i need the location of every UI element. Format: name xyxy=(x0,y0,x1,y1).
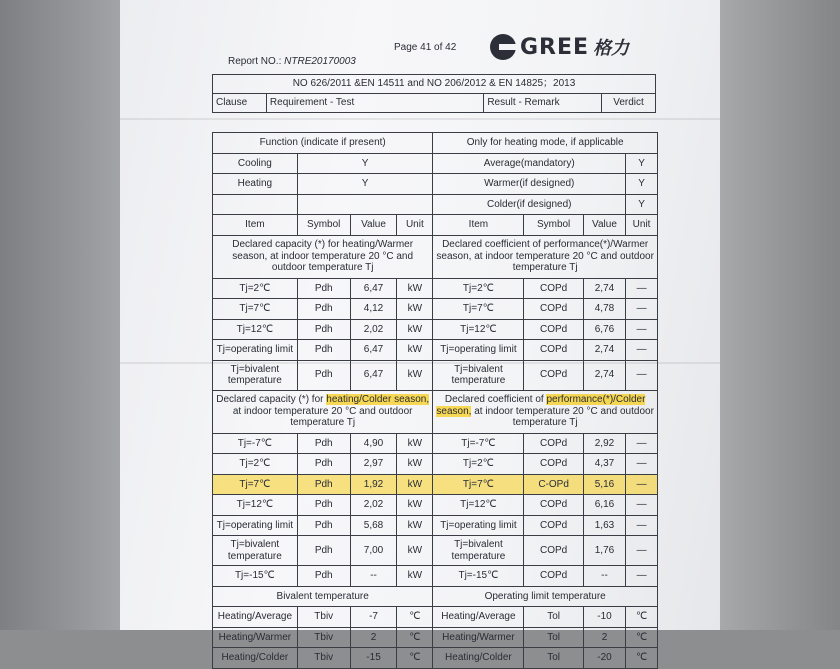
item-cell: Tj=-15℃ xyxy=(213,566,298,587)
symbol-cell: COPd xyxy=(524,299,583,320)
symbol-cell: Pdh xyxy=(297,566,350,587)
unit-cell: kW xyxy=(397,360,433,390)
item-cell: Tj=operating limit xyxy=(433,515,524,536)
symbol-cell: C-OPd xyxy=(524,474,583,495)
mode-value: Y xyxy=(626,194,658,215)
value-cell: 6,16 xyxy=(583,495,625,516)
background-right xyxy=(718,0,840,630)
table-row xyxy=(213,536,658,566)
unit-cell: ℃ xyxy=(626,648,658,669)
title-text: Declared capacity (*) for xyxy=(216,394,327,406)
symbol-cell: COPd xyxy=(524,495,583,516)
symbol-cell: Pdh xyxy=(297,299,350,320)
symbol-cell: Pdh xyxy=(297,360,350,390)
value-cell: 4,78 xyxy=(583,299,625,320)
report-number xyxy=(228,56,356,67)
item-cell: Tj=-15℃ xyxy=(433,566,524,587)
logo-text: GREE xyxy=(520,34,590,60)
value-cell: -7 xyxy=(350,607,397,628)
heating-mode-title: Only for heating mode, if applicable xyxy=(433,133,658,154)
item-column-header: Item xyxy=(213,215,298,236)
function-value xyxy=(297,194,433,215)
value-cell: 4,37 xyxy=(583,454,625,475)
table-row xyxy=(213,648,658,669)
function-label: Cooling xyxy=(213,153,298,174)
unit-cell: ℃ xyxy=(397,607,433,628)
unit-cell: — xyxy=(626,474,658,495)
value-column-header: Value xyxy=(350,215,397,236)
logo-cn-text: 格力 xyxy=(593,38,630,59)
unit-cell: ℃ xyxy=(397,627,433,648)
table-row xyxy=(213,153,658,174)
unit-cell: — xyxy=(626,340,658,361)
unit-cell: kW xyxy=(397,340,433,361)
unit-cell: kW xyxy=(397,474,433,495)
table-row xyxy=(213,433,658,454)
unit-cell: kW xyxy=(397,536,433,566)
item-cell: Tj=7℃ xyxy=(213,474,298,495)
item-cell: Heating/Warmer xyxy=(213,627,298,648)
mode-value: Y xyxy=(626,174,658,195)
gree-logo-icon xyxy=(490,34,516,60)
symbol-cell: Tbiv xyxy=(297,648,350,669)
table-row xyxy=(213,566,658,587)
item-cell: Tj=12℃ xyxy=(433,495,524,516)
value-cell: 2,74 xyxy=(583,360,625,390)
unit-cell: — xyxy=(626,566,658,587)
symbol-cell: Pdh xyxy=(297,319,350,340)
unit-cell: ℃ xyxy=(626,627,658,648)
value-cell: 2,97 xyxy=(350,454,397,475)
unit-cell: ℃ xyxy=(626,607,658,628)
value-cell: 6,76 xyxy=(583,319,625,340)
item-cell: Tj=bivalent temperature xyxy=(213,536,298,566)
document-page xyxy=(120,0,720,663)
value-cell: 2,02 xyxy=(350,495,397,516)
item-cell: Heating/Average xyxy=(433,607,524,628)
mode-label: Average(mandatory) xyxy=(433,153,626,174)
warmer-cop-title: Declared coefficient of performance(*)/Warmer season, at indoor temperature 20 °C and outdoor temperature Tj xyxy=(433,235,658,278)
symbol-cell: Tbiv xyxy=(297,607,350,628)
unit-cell: — xyxy=(626,360,658,390)
function-value: Y xyxy=(297,174,433,195)
table-row xyxy=(213,627,658,648)
item-cell: Tj=2℃ xyxy=(213,454,298,475)
colder-cop-title xyxy=(433,390,658,433)
item-cell: Tj=7℃ xyxy=(433,299,524,320)
report-no-value: NTRE20170003 xyxy=(284,56,356,67)
page-number: Page 41 of 42 xyxy=(394,42,457,53)
table-row xyxy=(213,319,658,340)
gree-logo xyxy=(490,34,629,60)
table-row xyxy=(213,174,658,195)
unit-cell: kW xyxy=(397,454,433,475)
highlighted-text: season, xyxy=(436,405,472,417)
symbol-cell: Tol xyxy=(524,627,583,648)
performance-table xyxy=(212,132,658,669)
unit-cell: — xyxy=(626,319,658,340)
unit-cell: kW xyxy=(397,495,433,516)
highlighted-row xyxy=(213,474,658,495)
table-row xyxy=(213,360,658,390)
function-label: Heating xyxy=(213,174,298,195)
symbol-cell: COPd xyxy=(524,454,583,475)
highlighted-text: performance(*)/Colder xyxy=(546,394,646,406)
unit-cell: — xyxy=(626,515,658,536)
value-cell: -15 xyxy=(350,648,397,669)
mode-label: Warmer(if designed) xyxy=(433,174,626,195)
value-cell: -20 xyxy=(583,648,625,669)
table-row xyxy=(213,340,658,361)
item-cell: Tj=2℃ xyxy=(433,278,524,299)
item-cell: Heating/Warmer xyxy=(433,627,524,648)
symbol-cell: Pdh xyxy=(297,340,350,361)
standard-table xyxy=(212,74,656,113)
item-cell: Tj=12℃ xyxy=(213,319,298,340)
symbol-cell: Pdh xyxy=(297,515,350,536)
title-text: Declared coefficient of xyxy=(444,394,547,406)
item-cell: Tj=bivalent temperature xyxy=(433,360,524,390)
value-cell: 2 xyxy=(350,627,397,648)
unit-cell: — xyxy=(626,299,658,320)
verdict-header: Verdict xyxy=(602,94,656,113)
item-cell: Tj=7℃ xyxy=(433,474,524,495)
unit-cell: — xyxy=(626,495,658,516)
requirement-header: Requirement - Test xyxy=(266,94,483,113)
value-cell: -10 xyxy=(583,607,625,628)
value-column-header: Value xyxy=(583,215,625,236)
item-cell: Tj=bivalent temperature xyxy=(213,360,298,390)
value-cell: 1,63 xyxy=(583,515,625,536)
column-header-row xyxy=(213,215,658,236)
symbol-column-header: Symbol xyxy=(524,215,583,236)
value-cell: -- xyxy=(350,566,397,587)
symbol-cell: Tol xyxy=(524,648,583,669)
table-row xyxy=(213,454,658,475)
symbol-cell: COPd xyxy=(524,360,583,390)
value-cell: 5,68 xyxy=(350,515,397,536)
table-row xyxy=(213,299,658,320)
title-text: at indoor temperature 20 °C and outdoor temperature Tj xyxy=(471,405,654,429)
symbol-cell: COPd xyxy=(524,278,583,299)
title-text: at indoor temperature 20 °C and outdoor temperature Tj xyxy=(232,405,413,429)
value-cell: 1,76 xyxy=(583,536,625,566)
value-cell: 7,00 xyxy=(350,536,397,566)
background-left xyxy=(0,0,122,630)
value-cell: 2,74 xyxy=(583,278,625,299)
function-label xyxy=(213,194,298,215)
symbol-cell: Tol xyxy=(524,607,583,628)
symbol-cell: Pdh xyxy=(297,536,350,566)
item-cell: Tj=-7℃ xyxy=(433,433,524,454)
item-cell: Heating/Colder xyxy=(433,648,524,669)
report-label: Report NO.: xyxy=(228,56,282,67)
value-cell: 2,74 xyxy=(583,340,625,361)
value-cell: 2,92 xyxy=(583,433,625,454)
value-cell: -- xyxy=(583,566,625,587)
value-cell: 4,12 xyxy=(350,299,397,320)
highlighted-text: heating/Colder season, xyxy=(326,394,430,406)
mode-label: Colder(if designed) xyxy=(433,194,626,215)
operating-limit-title: Operating limit temperature xyxy=(433,586,658,607)
symbol-cell: Tbiv xyxy=(297,627,350,648)
unit-cell: kW xyxy=(397,278,433,299)
function-title: Function (indicate if present) xyxy=(213,133,433,154)
symbol-column-header: Symbol xyxy=(297,215,350,236)
unit-cell: kW xyxy=(397,299,433,320)
value-cell: 2 xyxy=(583,627,625,648)
table-row xyxy=(213,194,658,215)
colder-capacity-title xyxy=(213,390,433,433)
result-header: Result - Remark xyxy=(484,94,602,113)
table-row xyxy=(213,607,658,628)
value-cell: 4,90 xyxy=(350,433,397,454)
symbol-cell: COPd xyxy=(524,515,583,536)
item-cell: Tj=2℃ xyxy=(433,454,524,475)
symbol-cell: COPd xyxy=(524,566,583,587)
item-cell: Tj=12℃ xyxy=(213,495,298,516)
symbol-cell: Pdh xyxy=(297,454,350,475)
symbol-cell: COPd xyxy=(524,340,583,361)
table-row xyxy=(213,515,658,536)
value-cell: 2,02 xyxy=(350,319,397,340)
function-value: Y xyxy=(297,153,433,174)
unit-cell: kW xyxy=(397,319,433,340)
item-cell: Tj=-7℃ xyxy=(213,433,298,454)
table-row xyxy=(213,278,658,299)
unit-column-header: Unit xyxy=(397,215,433,236)
unit-cell: kW xyxy=(397,515,433,536)
value-cell: 6,47 xyxy=(350,360,397,390)
clause-header: Clause xyxy=(213,94,267,113)
item-cell: Tj=2℃ xyxy=(213,278,298,299)
unit-column-header: Unit xyxy=(626,215,658,236)
unit-cell: — xyxy=(626,278,658,299)
symbol-cell: Pdh xyxy=(297,474,350,495)
item-column-header: Item xyxy=(433,215,524,236)
symbol-cell: Pdh xyxy=(297,278,350,299)
table-row xyxy=(213,495,658,516)
bivalent-title: Bivalent temperature xyxy=(213,586,433,607)
mode-value: Y xyxy=(626,153,658,174)
value-cell: 6,47 xyxy=(350,278,397,299)
item-cell: Tj=operating limit xyxy=(213,340,298,361)
item-cell: Tj=12℃ xyxy=(433,319,524,340)
unit-cell: — xyxy=(626,536,658,566)
unit-cell: — xyxy=(626,433,658,454)
item-cell: Tj=operating limit xyxy=(433,340,524,361)
unit-cell: kW xyxy=(397,433,433,454)
item-cell: Heating/Average xyxy=(213,607,298,628)
symbol-cell: COPd xyxy=(524,536,583,566)
item-cell: Heating/Colder xyxy=(213,648,298,669)
symbol-cell: COPd xyxy=(524,319,583,340)
symbol-cell: Pdh xyxy=(297,495,350,516)
warmer-capacity-title: Declared capacity (*) for heating/Warmer season, at indoor temperature 20 °C and outdoor temperature Tj xyxy=(213,235,433,278)
unit-cell: kW xyxy=(397,566,433,587)
symbol-cell: Pdh xyxy=(297,433,350,454)
unit-cell: — xyxy=(626,454,658,475)
unit-cell: ℃ xyxy=(397,648,433,669)
item-cell: Tj=operating limit xyxy=(213,515,298,536)
symbol-cell: COPd xyxy=(524,433,583,454)
item-cell: Tj=7℃ xyxy=(213,299,298,320)
value-cell: 1,92 xyxy=(350,474,397,495)
paper-fold xyxy=(120,118,720,120)
value-cell: 5,16 xyxy=(583,474,625,495)
value-cell: 6,47 xyxy=(350,340,397,361)
standards-cell: NO 626/2011 &EN 14511 and NO 206/2012 & EN 14825；2013 xyxy=(213,75,656,94)
item-cell: Tj=bivalent temperature xyxy=(433,536,524,566)
